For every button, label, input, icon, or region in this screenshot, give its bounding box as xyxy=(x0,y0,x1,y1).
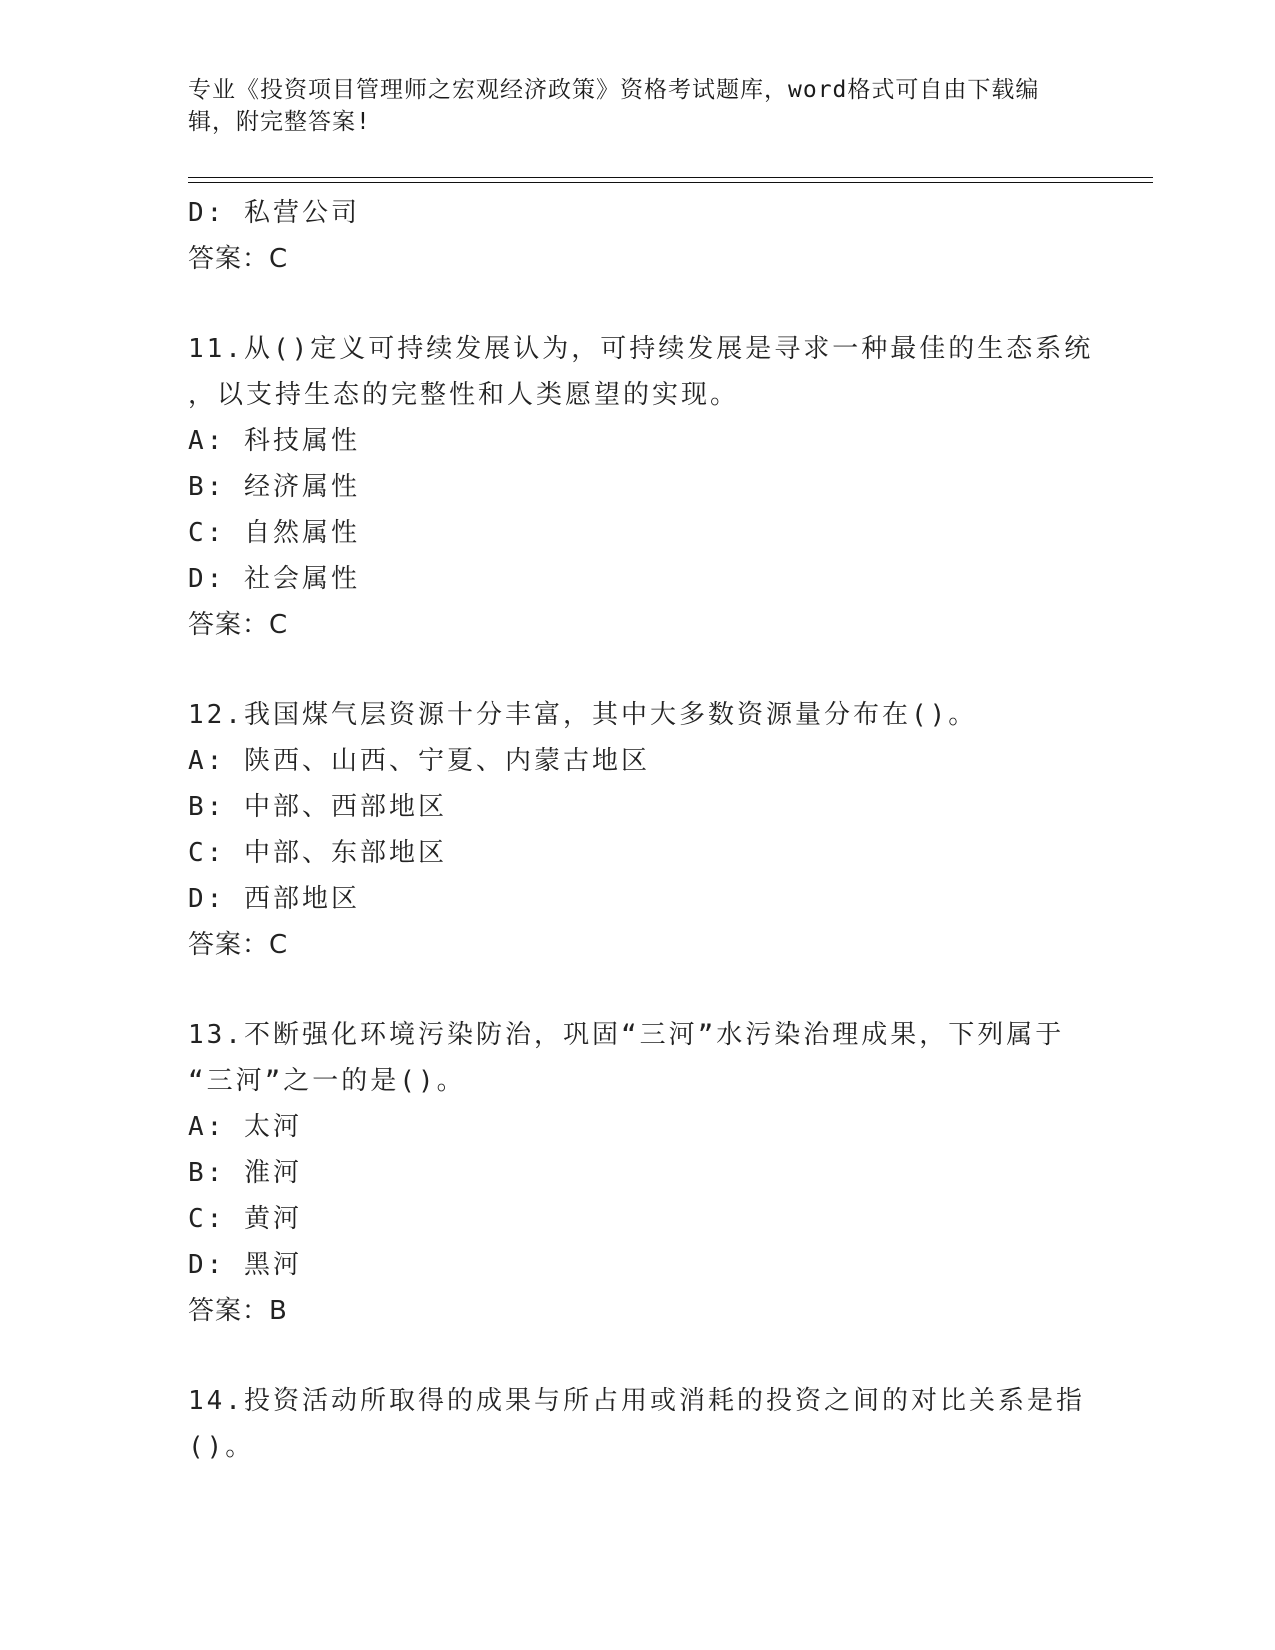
q11-option-d: D: 社会属性 xyxy=(188,564,360,594)
q11-option-b: B: 经济属性 xyxy=(188,472,360,502)
q12-option-a: A: 陕西、山西、宁夏、内蒙古地区 xyxy=(188,746,650,776)
question-list xyxy=(188,190,1094,1470)
prev-option-d: D: 私营公司 xyxy=(188,198,360,228)
q12-answer: 答案：C xyxy=(188,930,289,960)
q13-stem-line-2: “三河”之一的是()。 xyxy=(188,1066,466,1096)
q13-option-a: A: 太河 xyxy=(188,1112,302,1142)
header-divider-bottom xyxy=(188,182,1153,183)
spacer xyxy=(188,648,1088,692)
question-13 xyxy=(188,1012,1088,1334)
question-14 xyxy=(188,1378,1088,1470)
q13-stem-line-1: 13.不断强化环境污染防治，巩固“三河”水污染治理成果，下列属于 xyxy=(188,1020,1065,1050)
q11-option-c: C: 自然属性 xyxy=(188,518,360,548)
q11-stem-line-2: ，以支持生态的完整性和人类愿望的实现。 xyxy=(188,380,740,410)
spacer xyxy=(188,968,1088,1012)
prev-answer: 答案：C xyxy=(188,244,289,274)
q13-answer: 答案：B xyxy=(188,1296,288,1326)
q12-option-c: C: 中部、东部地区 xyxy=(188,838,447,868)
header-divider-top xyxy=(188,177,1153,178)
question-12 xyxy=(188,692,1088,968)
document-header xyxy=(188,74,1088,138)
q12-option-b: B: 中部、西部地区 xyxy=(188,792,447,822)
q13-option-c: C: 黄河 xyxy=(188,1204,302,1234)
header-line-1: 专业《投资项目管理师之宏观经济政策》资格考试题库，word格式可自由下载编 xyxy=(188,77,1040,103)
header-line-2: 辑，附完整答案! xyxy=(188,109,371,135)
q11-stem-line-1: 11.从()定义可持续发展认为，可持续发展是寻求一种最佳的生态系统 xyxy=(188,334,1094,364)
spacer xyxy=(188,282,1088,326)
question-11 xyxy=(188,326,1094,648)
q14-stem-line-1: 14.投资活动所取得的成果与所占用或消耗的投资之间的对比关系是指 xyxy=(188,1386,1085,1416)
q14-stem-line-2: ()。 xyxy=(188,1432,255,1462)
q12-option-d: D: 西部地区 xyxy=(188,884,360,914)
q11-option-a: A: 科技属性 xyxy=(188,426,360,456)
q13-option-b: B: 淮河 xyxy=(188,1158,302,1188)
q11-answer: 答案：C xyxy=(188,610,289,640)
q12-stem-line-1: 12.我国煤气层资源十分丰富，其中大多数资源量分布在()。 xyxy=(188,700,978,730)
q13-option-d: D: 黑河 xyxy=(188,1250,302,1280)
spacer xyxy=(188,1334,1088,1378)
